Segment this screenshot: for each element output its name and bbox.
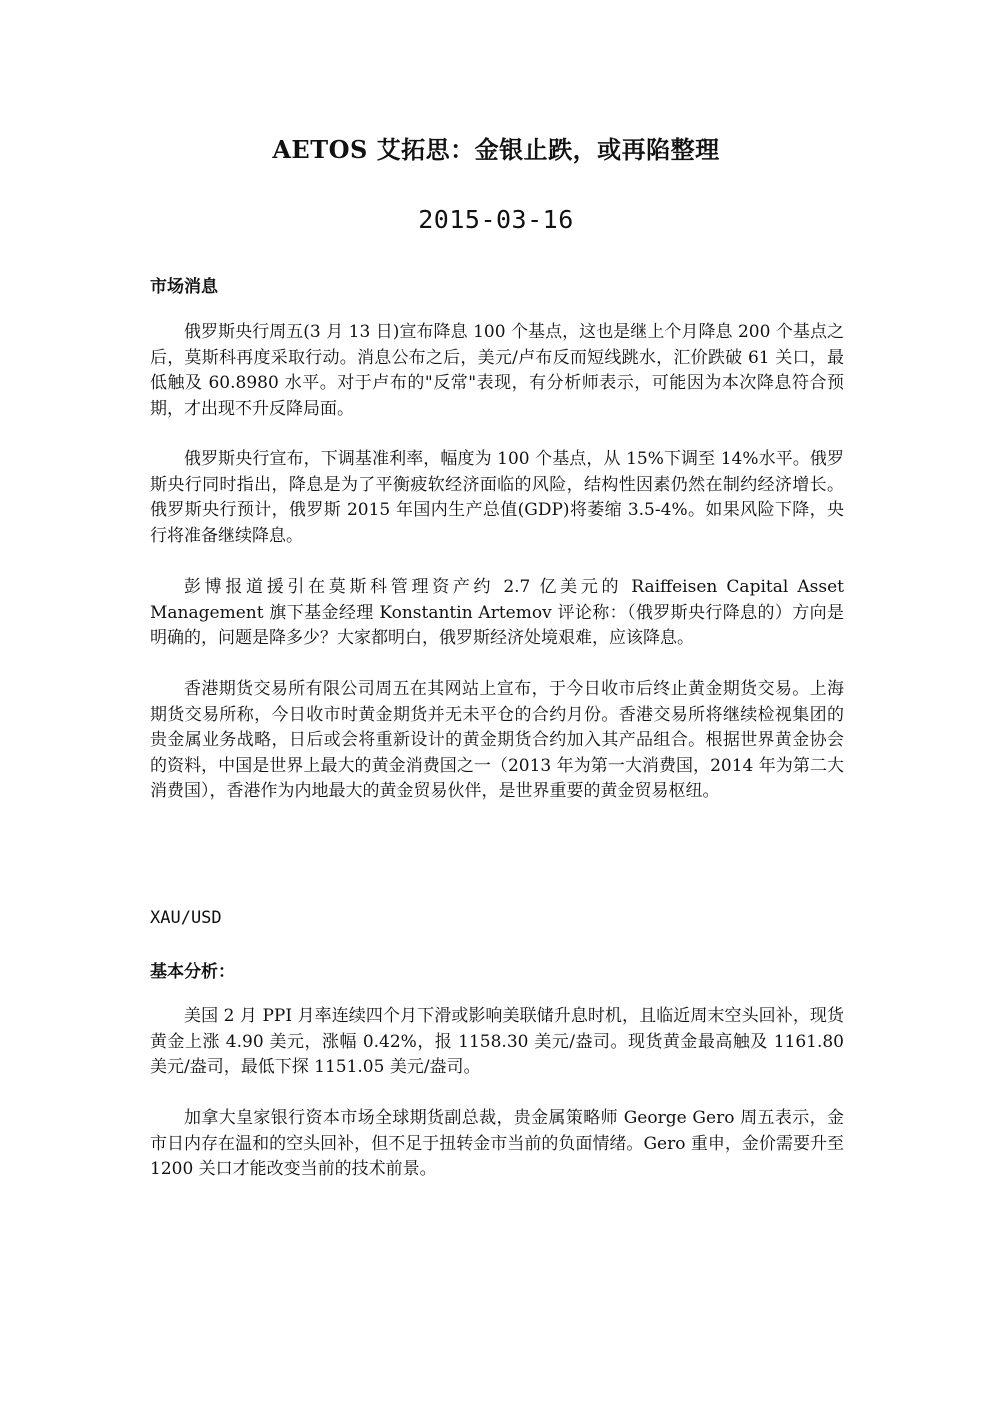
document-title: AETOS 艾拓思：金银止跌，或再陷整理	[272, 135, 720, 164]
market-news-paragraph: 香港期货交易所有限公司周五在其网站上宣布，于今日收市后终止黄金期货交易。上海期货交易所称，今日收市时黄金期货并无未平仓的合约月份。香港交易所将继续检视集团的贵金属业务战略，日后或会将重新设计的黄金期货合约加入其产品组合。根据世界黄金协会的资料，中国是世界上最大的黄金消费国之一（2013 年为第一大消费国，2014 年为第二大消费国），香港作为内地最大的黄金贸易伙伴，是世界重要的黄金贸易枢纽。	[150, 679, 844, 801]
fundamental-paragraph: 加拿大皇家银行资本市场全球期货副总裁，贵金属策略师 George Gero 周五表示，金市日内存在温和的空头回补，但不足于扭转金市当前的负面情绪。Gero 重申，金价需要升至 1200 关口才能改变当前的技术前景。	[150, 1108, 844, 1179]
market-news-paragraph: 俄罗斯央行周五(3 月 13 日)宣布降息 100 个基点，这也是继上个月降息 200 个基点之后，莫斯科再度采取行动。消息公布之后，美元/卢布反而短线跳水，汇价跌破 61 关口，最低触及 60.8980 水平。对于卢布的"反常"表现，有分析师表示，可能因为本次降息符合预期，才出现不升反降局面。	[150, 322, 844, 419]
fundamental-paragraph: 美国 2 月 PPI 月率连续四个月下滑或影响美联储升息时机，且临近周末空头回补，现货黄金上涨 4.90 美元，涨幅 0.42%，报 1158.30 美元/盎司。现货黄金最高触及 1161.80 美元/盎司，最低下探 1151.05 美元/盎司。	[150, 1006, 844, 1077]
symbol-heading: XAU/USD	[150, 908, 222, 928]
section-heading-fundamental: 基本分析：	[150, 962, 235, 982]
section-heading-market-news: 市场消息	[150, 277, 218, 297]
market-news-paragraph: 彭博报道援引在莫斯科管理资产约 2.7 亿美元的 Raiffeisen Capital Asset Management 旗下基金经理 Konstantin Artemov 评论称：（俄罗斯央行降息的）方向是明确的，问题是降多少？大家都明白，俄罗斯经济处境艰难，应该降息。	[150, 577, 844, 648]
market-news-paragraph: 俄罗斯央行宣布，下调基准利率，幅度为 100 个基点，从 15%下调至 14%水平。俄罗斯央行同时指出，降息是为了平衡疲软经济面临的风险，结构性因素仍然在制约经济增长。俄罗斯央行预计，俄罗斯 2015 年国内生产总值(GDP)将萎缩 3.5-4%。如果风险下降，央行将准备继续降息。	[150, 449, 844, 546]
document-date: 2015-03-16	[418, 205, 574, 234]
